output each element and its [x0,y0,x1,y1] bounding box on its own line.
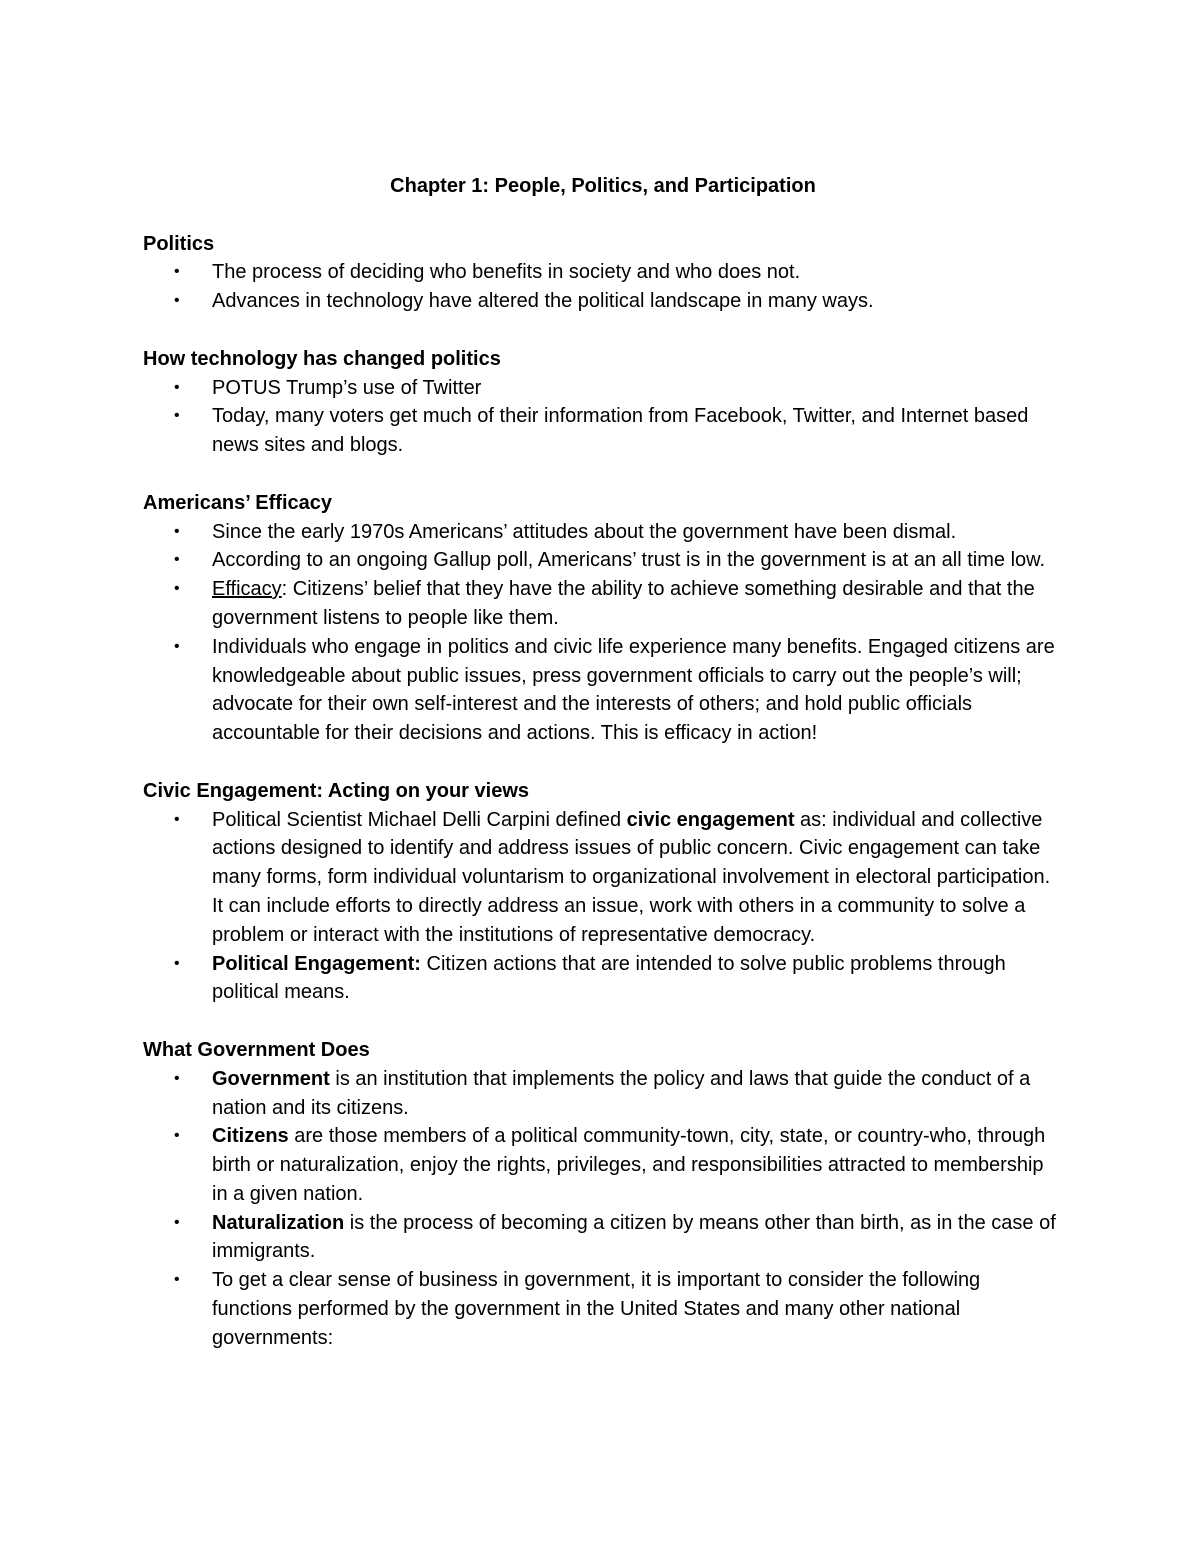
bullet-list [143,258,1063,316]
definition-term: Citizens [212,1125,289,1148]
section-efficacy [143,489,1063,748]
section-heading: Americans’ Efficacy [143,491,332,514]
list-item-text: The process of deciding who benefits in society and who does not. [212,261,801,284]
definition-text: are those members of a political community-town, city, state, or country-who, through birth or naturalization, enjoy the rights, privileges, and responsibilities attracted to membership in a given nation. [212,1125,1046,1205]
definition-term: Political Engagement: [212,952,421,975]
definition-text: Citizen actions that are intended to solve public problems through political means. [212,952,1006,1004]
bullet-icon: • [174,637,180,655]
bullet-icon: • [174,580,180,598]
bullet-icon: • [174,810,180,828]
definition-term: Naturalization [212,1211,345,1234]
bullet-icon: • [174,1127,180,1145]
bullet-icon: • [174,1213,180,1231]
section-heading: How technology has changed politics [143,347,501,370]
bullet-list [143,518,1063,748]
document-body [143,172,1063,1353]
list-item [143,1266,1063,1352]
list-item-text: POTUS Trump’s use of Twitter [212,376,482,399]
section-technology [143,345,1063,460]
bullet-icon: • [174,1069,180,1087]
bullet-icon: • [174,551,180,569]
section-heading: Civic Engagement: Acting on your views [143,779,529,802]
bullet-icon: • [174,954,180,972]
bullet-icon: • [174,1271,180,1289]
bullet-icon: • [174,263,180,281]
page-title: Chapter 1: People, Politics, and Participation [390,175,816,197]
definition-term: civic engagement [626,808,795,831]
section-civic-engagement [143,777,1063,1007]
bullet-icon: • [174,292,180,310]
list-item [143,546,1063,575]
list-item-text: Individuals who engage in politics and civic life experience many benefits. Engaged citizens are knowledgeable about public issues, press government officials to carry out the people’s will; advocate for their own self-interest and the interests of others; and hold public officials accountable for their decisions and actions. This is efficacy in action! [212,635,1055,745]
section-politics [143,230,1063,316]
definition-text: is the process of becoming a citizen by means other than birth, as in the case of immigrants. [212,1211,1056,1263]
list-item [143,1065,1063,1123]
list-item-text: Advances in technology have altered the political landscape in many ways. [212,290,874,313]
definition-term: Efficacy [212,578,282,601]
definition-text: as: individual and collective actions designed to identify and address issues of public concern. Civic engagement can take many forms, form individual voluntarism to organizational involvement in electoral participation. It can include efforts to directly address an issue, work with others in a community to solve a problem or interact with the institutions of representative democracy. [212,808,1051,946]
bullet-list [143,374,1063,460]
bullet-icon: • [174,522,180,540]
definition-text: : Citizens’ belief that they have the ability to achieve something desirable and that the government listens to people like them. [212,578,1035,629]
definition-term: Government [212,1067,330,1090]
bullet-list [143,806,1063,1008]
list-item-text: Since the early 1970s Americans’ attitudes about the government have been dismal. [212,520,957,543]
list-item [143,575,1063,633]
list-item-text: To get a clear sense of business in government, it is important to consider the following functions performed by the government in the United States and many other national governments: [212,1269,981,1349]
list-item [143,518,1063,547]
list-item [143,1209,1063,1267]
bullet-icon: • [174,378,180,396]
list-item [143,374,1063,403]
list-item [143,258,1063,287]
list-item [143,806,1063,950]
bullet-icon: • [174,407,180,425]
definition-text: is an institution that implements the policy and laws that guide the conduct of a nation and its citizens. [212,1067,1031,1119]
list-item [143,1122,1063,1208]
list-item [143,402,1063,460]
list-item-text: According to an ongoing Gallup poll, Americans’ trust is in the government is at an all time low. [212,549,1046,572]
section-heading: Politics [143,232,215,255]
list-item-text: Today, many voters get much of their information from Facebook, Twitter, and Internet based news sites and blogs. [212,405,1029,457]
list-item [143,633,1063,748]
definition-pre: Political Scientist Michael Delli Carpini defined [212,808,627,831]
list-item [143,287,1063,316]
bullet-list [143,1065,1063,1353]
section-what-government-does [143,1036,1063,1353]
list-item [143,950,1063,1008]
section-heading: What Government Does [143,1038,370,1061]
